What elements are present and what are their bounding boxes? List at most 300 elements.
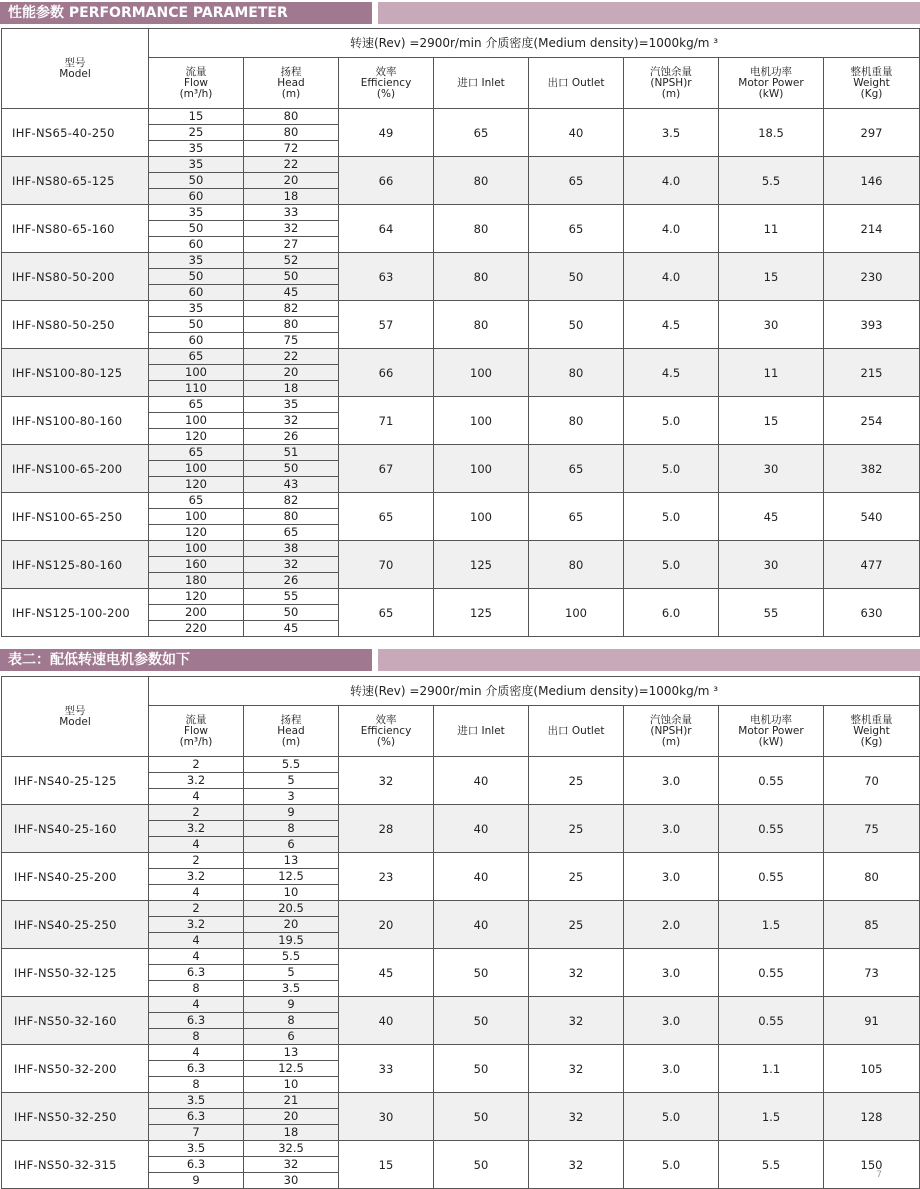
header-line: 电机功率 [750, 713, 792, 726]
model-cell: IHF-NS80-50-200 [2, 253, 149, 301]
head-cell: 52 [244, 253, 339, 269]
flow-cell: 3.2 [149, 821, 244, 837]
header-line: Flow [184, 76, 208, 89]
outlet-cell: 40 [529, 109, 624, 157]
head-cell: 26 [244, 429, 339, 445]
table-row [2, 541, 920, 557]
npsh-cell: 3.0 [624, 1045, 719, 1093]
weight-cell: 214 [824, 205, 920, 253]
outlet-cell: 25 [529, 757, 624, 805]
flow-cell: 2 [149, 757, 244, 773]
weight-cell: 540 [824, 493, 920, 541]
flow-cell: 100 [149, 461, 244, 477]
head-cell: 6 [244, 1029, 339, 1045]
column-header [149, 58, 244, 109]
flow-cell: 35 [149, 157, 244, 173]
header-line: Weight [853, 76, 890, 89]
header-line: (NPSH)r [650, 76, 692, 89]
header-line: 型号 [64, 704, 86, 717]
efficiency-cell: 15 [339, 1141, 434, 1189]
head-cell: 10 [244, 885, 339, 901]
head-cell: 8 [244, 1013, 339, 1029]
column-header [339, 706, 434, 757]
motor-power-cell: 55 [719, 589, 824, 637]
head-cell: 32.5 [244, 1141, 339, 1157]
npsh-cell: 5.0 [624, 1093, 719, 1141]
outlet-cell: 32 [529, 949, 624, 997]
npsh-cell: 5.0 [624, 445, 719, 493]
header-line: (Kg) [860, 87, 883, 100]
efficiency-cell: 64 [339, 205, 434, 253]
outlet-cell: 65 [529, 493, 624, 541]
inlet-cell: 80 [434, 205, 529, 253]
table-row [2, 901, 920, 917]
table-row [2, 1141, 920, 1157]
head-cell: 32 [244, 413, 339, 429]
inlet-cell: 40 [434, 757, 529, 805]
efficiency-cell: 23 [339, 853, 434, 901]
flow-cell: 2 [149, 853, 244, 869]
inlet-cell: 50 [434, 1141, 529, 1189]
motor-power-cell: 0.55 [719, 853, 824, 901]
flow-cell: 2 [149, 805, 244, 821]
flow-cell: 100 [149, 365, 244, 381]
flow-cell: 8 [149, 1029, 244, 1045]
header-line: (m) [281, 735, 301, 748]
inlet-cell: 50 [434, 997, 529, 1045]
flow-cell: 4 [149, 885, 244, 901]
motor-power-cell: 15 [719, 397, 824, 445]
flow-cell: 25 [149, 125, 244, 141]
column-header [244, 706, 339, 757]
head-cell: 72 [244, 141, 339, 157]
inlet-cell: 80 [434, 253, 529, 301]
head-cell: 32 [244, 221, 339, 237]
efficiency-cell: 67 [339, 445, 434, 493]
head-cell: 82 [244, 301, 339, 317]
outlet-cell: 50 [529, 253, 624, 301]
efficiency-cell: 40 [339, 997, 434, 1045]
flow-cell: 4 [149, 997, 244, 1013]
weight-cell: 146 [824, 157, 920, 205]
header-line: 效率 [375, 65, 397, 78]
column-header [529, 58, 624, 109]
motor-power-cell: 5.5 [719, 157, 824, 205]
weight-cell: 254 [824, 397, 920, 445]
head-cell: 50 [244, 461, 339, 477]
header-line: (Kg) [860, 735, 883, 748]
model-cell: IHF-NS100-65-200 [2, 445, 149, 493]
header-line: Model [59, 715, 91, 728]
head-cell: 22 [244, 157, 339, 173]
head-cell: 33 [244, 205, 339, 221]
model-cell: IHF-NS40-25-250 [2, 901, 149, 949]
head-cell: 18 [244, 189, 339, 205]
weight-cell: 85 [824, 901, 920, 949]
outlet-cell: 80 [529, 397, 624, 445]
npsh-cell: 3.0 [624, 853, 719, 901]
model-cell: IHF-NS125-80-160 [2, 541, 149, 589]
table-row [2, 997, 920, 1013]
flow-cell: 9 [149, 1173, 244, 1189]
inlet-cell: 65 [434, 109, 529, 157]
motor-power-cell: 1.1 [719, 1045, 824, 1093]
motor-power-cell: 45 [719, 493, 824, 541]
table-row [2, 1093, 920, 1109]
header-line: 扬程 [280, 65, 302, 78]
header-row [2, 29, 920, 58]
header-line: 整机重量 [850, 65, 893, 78]
weight-cell: 297 [824, 109, 920, 157]
motor-power-cell: 30 [719, 541, 824, 589]
efficiency-cell: 71 [339, 397, 434, 445]
header-line: (m³/h) [179, 87, 213, 100]
section-banner-1 [0, 2, 920, 24]
table-row [2, 853, 920, 869]
head-cell: 22 [244, 349, 339, 365]
header-line: (kW) [758, 87, 784, 100]
head-cell: 82 [244, 493, 339, 509]
model-cell: IHF-NS50-32-200 [2, 1045, 149, 1093]
flow-cell: 6.3 [149, 1061, 244, 1077]
flow-cell: 8 [149, 981, 244, 997]
table-row [2, 493, 920, 509]
header-line: 出口 Outlet [547, 724, 605, 737]
npsh-cell: 6.0 [624, 589, 719, 637]
flow-cell: 120 [149, 589, 244, 605]
low-speed-motor-table [1, 676, 920, 1189]
flow-cell: 50 [149, 269, 244, 285]
motor-power-cell: 0.55 [719, 949, 824, 997]
flow-cell: 110 [149, 381, 244, 397]
flow-cell: 4 [149, 837, 244, 853]
table-row [2, 157, 920, 173]
table-row [2, 445, 920, 461]
flow-cell: 50 [149, 317, 244, 333]
model-cell: IHF-NS80-65-125 [2, 157, 149, 205]
flow-cell: 100 [149, 509, 244, 525]
flow-cell: 65 [149, 397, 244, 413]
flow-cell: 35 [149, 301, 244, 317]
header-line: 效率 [375, 713, 397, 726]
column-header [434, 58, 529, 109]
inlet-cell: 100 [434, 397, 529, 445]
efficiency-cell: 66 [339, 157, 434, 205]
head-cell: 80 [244, 317, 339, 333]
table-row [2, 349, 920, 365]
header-line: Motor Power [738, 76, 804, 89]
model-cell: IHF-NS50-32-315 [2, 1141, 149, 1189]
outlet-cell: 32 [529, 1141, 624, 1189]
weight-cell: 215 [824, 349, 920, 397]
inlet-cell: 100 [434, 493, 529, 541]
outlet-cell: 80 [529, 541, 624, 589]
outlet-cell: 50 [529, 301, 624, 349]
weight-cell: 80 [824, 853, 920, 901]
table-row [2, 757, 920, 773]
npsh-cell: 2.0 [624, 901, 719, 949]
weight-cell: 150 [824, 1141, 920, 1189]
model-cell: IHF-NS50-32-125 [2, 949, 149, 997]
header-line: 进口 Inlet [457, 724, 505, 737]
head-cell: 55 [244, 589, 339, 605]
flow-cell: 65 [149, 349, 244, 365]
head-cell: 3 [244, 789, 339, 805]
npsh-cell: 5.0 [624, 1141, 719, 1189]
weight-cell: 91 [824, 997, 920, 1045]
inlet-cell: 80 [434, 157, 529, 205]
weight-cell: 105 [824, 1045, 920, 1093]
npsh-cell: 3.5 [624, 109, 719, 157]
banner-bar [378, 649, 920, 671]
banner-bar [378, 2, 920, 24]
npsh-cell: 4.5 [624, 349, 719, 397]
flow-cell: 60 [149, 237, 244, 253]
header-line: 扬程 [280, 713, 302, 726]
head-cell: 20.5 [244, 901, 339, 917]
inlet-cell: 40 [434, 901, 529, 949]
flow-cell: 6.3 [149, 1013, 244, 1029]
model-cell: IHF-NS80-65-160 [2, 205, 149, 253]
flow-cell: 160 [149, 557, 244, 573]
head-cell: 9 [244, 997, 339, 1013]
model-cell: IHF-NS100-80-160 [2, 397, 149, 445]
header-line: 流量 [185, 65, 207, 78]
inlet-cell: 125 [434, 541, 529, 589]
header-line: (%) [376, 87, 396, 100]
header-line: (m) [661, 87, 681, 100]
weight-cell: 630 [824, 589, 920, 637]
flow-cell: 3.2 [149, 917, 244, 933]
head-cell: 20 [244, 1109, 339, 1125]
column-header [529, 706, 624, 757]
header-line: Model [59, 67, 91, 80]
head-cell: 13 [244, 1045, 339, 1061]
outlet-cell: 80 [529, 349, 624, 397]
npsh-cell: 5.0 [624, 541, 719, 589]
head-cell: 5.5 [244, 757, 339, 773]
header-line: 汽蚀余量 [650, 713, 692, 726]
weight-cell: 382 [824, 445, 920, 493]
model-header [2, 677, 149, 757]
outlet-cell: 65 [529, 445, 624, 493]
flow-cell: 50 [149, 221, 244, 237]
head-cell: 9 [244, 805, 339, 821]
performance-table [1, 28, 920, 637]
flow-cell: 4 [149, 789, 244, 805]
npsh-cell: 4.0 [624, 205, 719, 253]
table-row [2, 1045, 920, 1061]
outlet-cell: 32 [529, 1093, 624, 1141]
weight-cell: 230 [824, 253, 920, 301]
section-title: 性能参数 PERFORMANCE PARAMETER [0, 2, 372, 24]
head-cell: 5 [244, 965, 339, 981]
efficiency-cell: 33 [339, 1045, 434, 1093]
inlet-cell: 50 [434, 1045, 529, 1093]
npsh-cell: 3.0 [624, 997, 719, 1045]
column-header [824, 706, 920, 757]
head-cell: 8 [244, 821, 339, 837]
header-line: Motor Power [738, 724, 804, 737]
flow-cell: 3.5 [149, 1093, 244, 1109]
header-line: Head [277, 76, 305, 89]
model-cell: IHF-NS80-50-250 [2, 301, 149, 349]
inlet-cell: 50 [434, 949, 529, 997]
model-cell: IHF-NS40-25-200 [2, 853, 149, 901]
inlet-cell: 40 [434, 853, 529, 901]
npsh-cell: 3.0 [624, 805, 719, 853]
head-cell: 80 [244, 109, 339, 125]
npsh-cell: 5.0 [624, 493, 719, 541]
head-cell: 12.5 [244, 869, 339, 885]
outlet-cell: 32 [529, 1045, 624, 1093]
flow-cell: 120 [149, 429, 244, 445]
header-line: Flow [184, 724, 208, 737]
flow-cell: 3.5 [149, 1141, 244, 1157]
model-cell: IHF-NS65-40-250 [2, 109, 149, 157]
header-line: 型号 [64, 56, 86, 69]
model-cell: IHF-NS100-65-250 [2, 493, 149, 541]
head-cell: 13 [244, 853, 339, 869]
table-row [2, 205, 920, 221]
table-row [2, 253, 920, 269]
motor-power-cell: 11 [719, 205, 824, 253]
outlet-cell: 25 [529, 853, 624, 901]
motor-power-cell: 5.5 [719, 1141, 824, 1189]
efficiency-cell: 49 [339, 109, 434, 157]
outlet-cell: 25 [529, 901, 624, 949]
column-header [719, 706, 824, 757]
inlet-cell: 100 [434, 349, 529, 397]
head-cell: 20 [244, 365, 339, 381]
motor-power-cell: 15 [719, 253, 824, 301]
weight-cell: 128 [824, 1093, 920, 1141]
head-cell: 65 [244, 525, 339, 541]
weight-cell: 393 [824, 301, 920, 349]
head-cell: 27 [244, 237, 339, 253]
npsh-cell: 4.0 [624, 157, 719, 205]
flow-cell: 65 [149, 445, 244, 461]
head-cell: 32 [244, 1157, 339, 1173]
inlet-cell: 50 [434, 1093, 529, 1141]
weight-cell: 477 [824, 541, 920, 589]
header-line: Efficiency [360, 76, 412, 89]
efficiency-cell: 30 [339, 1093, 434, 1141]
flow-cell: 60 [149, 333, 244, 349]
head-cell: 38 [244, 541, 339, 557]
head-cell: 3.5 [244, 981, 339, 997]
efficiency-cell: 45 [339, 949, 434, 997]
flow-cell: 3.2 [149, 869, 244, 885]
head-cell: 5.5 [244, 949, 339, 965]
header-line: (m) [281, 87, 301, 100]
header-line: 汽蚀余量 [650, 65, 692, 78]
model-cell: IHF-NS100-80-125 [2, 349, 149, 397]
header-line: (kW) [758, 735, 784, 748]
motor-power-cell: 0.55 [719, 997, 824, 1045]
weight-cell: 73 [824, 949, 920, 997]
inlet-cell: 125 [434, 589, 529, 637]
header-line: 出口 Outlet [547, 76, 605, 89]
flow-cell: 200 [149, 605, 244, 621]
inlet-cell: 40 [434, 805, 529, 853]
head-cell: 5 [244, 773, 339, 789]
header-line: 流量 [185, 713, 207, 726]
motor-power-cell: 1.5 [719, 901, 824, 949]
outlet-cell: 25 [529, 805, 624, 853]
model-cell: IHF-NS40-25-125 [2, 757, 149, 805]
flow-cell: 6.3 [149, 1109, 244, 1125]
flow-cell: 50 [149, 173, 244, 189]
column-header [434, 706, 529, 757]
flow-cell: 100 [149, 413, 244, 429]
motor-power-cell: 18.5 [719, 109, 824, 157]
flow-cell: 6.3 [149, 965, 244, 981]
header-line: (NPSH)r [650, 724, 692, 737]
head-cell: 50 [244, 269, 339, 285]
section-banner-2 [0, 649, 920, 671]
header-row [2, 677, 920, 706]
outlet-cell: 65 [529, 205, 624, 253]
motor-power-cell: 30 [719, 445, 824, 493]
column-header [244, 58, 339, 109]
flow-cell: 8 [149, 1077, 244, 1093]
page-number: 7 [876, 1170, 882, 1180]
head-cell: 30 [244, 1173, 339, 1189]
head-cell: 45 [244, 621, 339, 637]
flow-cell: 120 [149, 525, 244, 541]
table-row [2, 805, 920, 821]
efficiency-cell: 65 [339, 589, 434, 637]
npsh-cell: 4.0 [624, 253, 719, 301]
head-cell: 45 [244, 285, 339, 301]
weight-cell: 70 [824, 757, 920, 805]
head-cell: 50 [244, 605, 339, 621]
table-row [2, 589, 920, 605]
header-line: 整机重量 [850, 713, 893, 726]
table-row [2, 397, 920, 413]
header-line: (m) [661, 735, 681, 748]
model-cell: IHF-NS40-25-160 [2, 805, 149, 853]
npsh-cell: 5.0 [624, 397, 719, 445]
flow-cell: 65 [149, 493, 244, 509]
motor-power-cell: 11 [719, 349, 824, 397]
head-cell: 12.5 [244, 1061, 339, 1077]
header-line: Weight [853, 724, 890, 737]
motor-power-cell: 0.55 [719, 805, 824, 853]
flow-cell: 6.3 [149, 1157, 244, 1173]
head-cell: 80 [244, 125, 339, 141]
efficiency-cell: 63 [339, 253, 434, 301]
column-header [824, 58, 920, 109]
flow-cell: 35 [149, 141, 244, 157]
head-cell: 18 [244, 381, 339, 397]
conditions-header: 转速(Rev) =2900r/min 介质密度(Medium density)=1000kg/m ³ [149, 29, 920, 58]
efficiency-cell: 32 [339, 757, 434, 805]
header-line: 电机功率 [750, 65, 792, 78]
flow-cell: 120 [149, 477, 244, 493]
header-line: 进口 Inlet [457, 76, 505, 89]
flow-cell: 180 [149, 573, 244, 589]
motor-power-cell: 30 [719, 301, 824, 349]
head-cell: 20 [244, 173, 339, 189]
head-cell: 43 [244, 477, 339, 493]
head-cell: 18 [244, 1125, 339, 1141]
outlet-cell: 65 [529, 157, 624, 205]
table-row [2, 301, 920, 317]
flow-cell: 220 [149, 621, 244, 637]
header-line: (%) [376, 735, 396, 748]
